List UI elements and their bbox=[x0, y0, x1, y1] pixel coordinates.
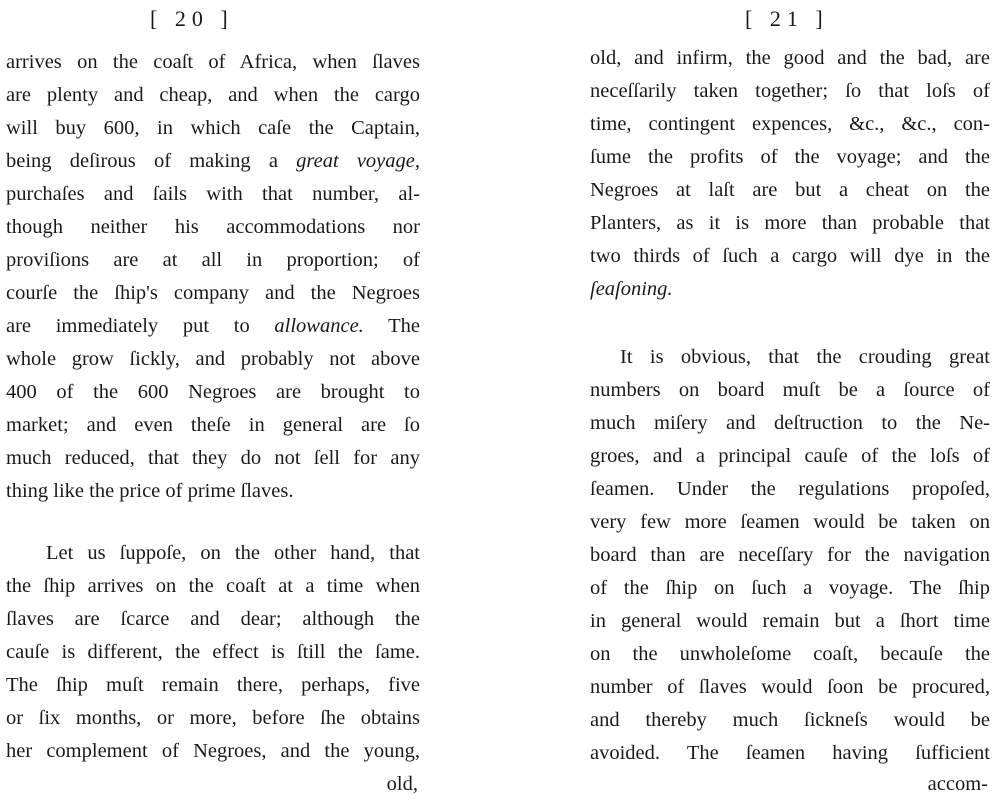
text-line: neceſſarily taken together; ſo that loſs of bbox=[590, 80, 990, 102]
text-line: The ſhip muſt remain there, perhaps, five bbox=[6, 674, 420, 696]
text-line: Negroes at laſt are but a cheat on the bbox=[590, 179, 990, 201]
italic-phrase: ſeaſoning. bbox=[590, 278, 673, 300]
text-line: market; and even theſe in general are ſo bbox=[6, 414, 420, 436]
catchword-left: old, bbox=[386, 773, 418, 795]
text-line: proviſions are at all in proportion; of bbox=[6, 249, 420, 271]
text-line: groes, and a principal cauſe of the loſs of bbox=[590, 445, 990, 467]
text-line: old, and infirm, the good and the bad, are bbox=[590, 47, 990, 69]
text-line: are plenty and cheap, and when the cargo bbox=[6, 84, 420, 106]
text-line: much reduced, that they do not ſell for any bbox=[6, 447, 420, 469]
text-line: very few more ſeamen would be taken on bbox=[590, 511, 990, 533]
text-line: two thirds of ſuch a cargo will dye in the bbox=[590, 245, 990, 267]
text-line: ſeamen. Under the regulations propoſed, bbox=[590, 478, 990, 500]
text-line: being deſirous of making a great voyage, bbox=[6, 150, 420, 172]
text-line: It is obvious, that the crouding great bbox=[620, 346, 990, 368]
text-line: Planters, as it is more than probable that bbox=[590, 212, 990, 234]
text-line: courſe the ſhip's company and the Negroes bbox=[6, 282, 420, 304]
text-line: and thereby much ſickneſs would be bbox=[590, 709, 990, 731]
text-line: purchaſes and ſails with that number, al- bbox=[6, 183, 420, 205]
italic-phrase: great voyage, bbox=[296, 150, 420, 172]
text-line: whole grow ſickly, and probably not above bbox=[6, 348, 420, 370]
text-line: in general would remain but a ſhort time bbox=[590, 610, 990, 632]
text-line: time, contingent expences, &c., &c., con- bbox=[590, 113, 990, 135]
page-number-right: [ 21 ] bbox=[745, 6, 829, 31]
text-line: much miſery and deſtruction to the Ne- bbox=[590, 412, 990, 434]
text-line: ſlaves are ſcarce and dear; although the bbox=[6, 608, 420, 630]
text-line: are immediately put to allowance. The bbox=[6, 315, 420, 337]
text-line: Let us ſuppoſe, on the other hand, that bbox=[46, 542, 420, 564]
text-line: arrives on the coaſt of Africa, when ſlaves bbox=[6, 51, 420, 73]
page-number-left: [ 20 ] bbox=[150, 6, 234, 31]
text-line: of the ſhip on ſuch a voyage. The ſhip bbox=[590, 577, 990, 599]
text-line: cauſe is different, the effect is ſtill the ſame. bbox=[6, 641, 420, 663]
left-page bbox=[0, 0, 440, 803]
text-line: ſume the profits of the voyage; and the bbox=[590, 146, 990, 168]
text-line: avoided. The ſeamen having ſufficient bbox=[590, 742, 990, 764]
text-line: numbers on board muſt be a ſource of bbox=[590, 379, 990, 401]
text-line: on the unwholeſome coaſt, becauſe the bbox=[590, 643, 990, 665]
text-line: though neither his accommodations nor bbox=[6, 216, 420, 238]
text-line bbox=[590, 273, 990, 306]
text-line: her complement of Negroes, and the young, bbox=[6, 740, 420, 762]
italic-phrase: allowance. bbox=[274, 315, 364, 337]
text-line: or ſix months, or more, before ſhe obtains bbox=[6, 707, 420, 729]
text-line: will buy 600, in which caſe the Captain, bbox=[6, 117, 420, 139]
text-line: the ſhip arrives on the coaſt at a time when bbox=[6, 575, 420, 597]
text-line: number of ſlaves would ſoon be procured, bbox=[590, 676, 990, 698]
text-line: 400 of the 600 Negroes are brought to bbox=[6, 381, 420, 403]
text-line: board than are neceſſary for the navigation bbox=[590, 544, 990, 566]
right-page bbox=[580, 0, 995, 803]
text-line: thing like the price of prime ſlaves. bbox=[6, 480, 294, 502]
catchword-right: accom- bbox=[927, 773, 988, 795]
